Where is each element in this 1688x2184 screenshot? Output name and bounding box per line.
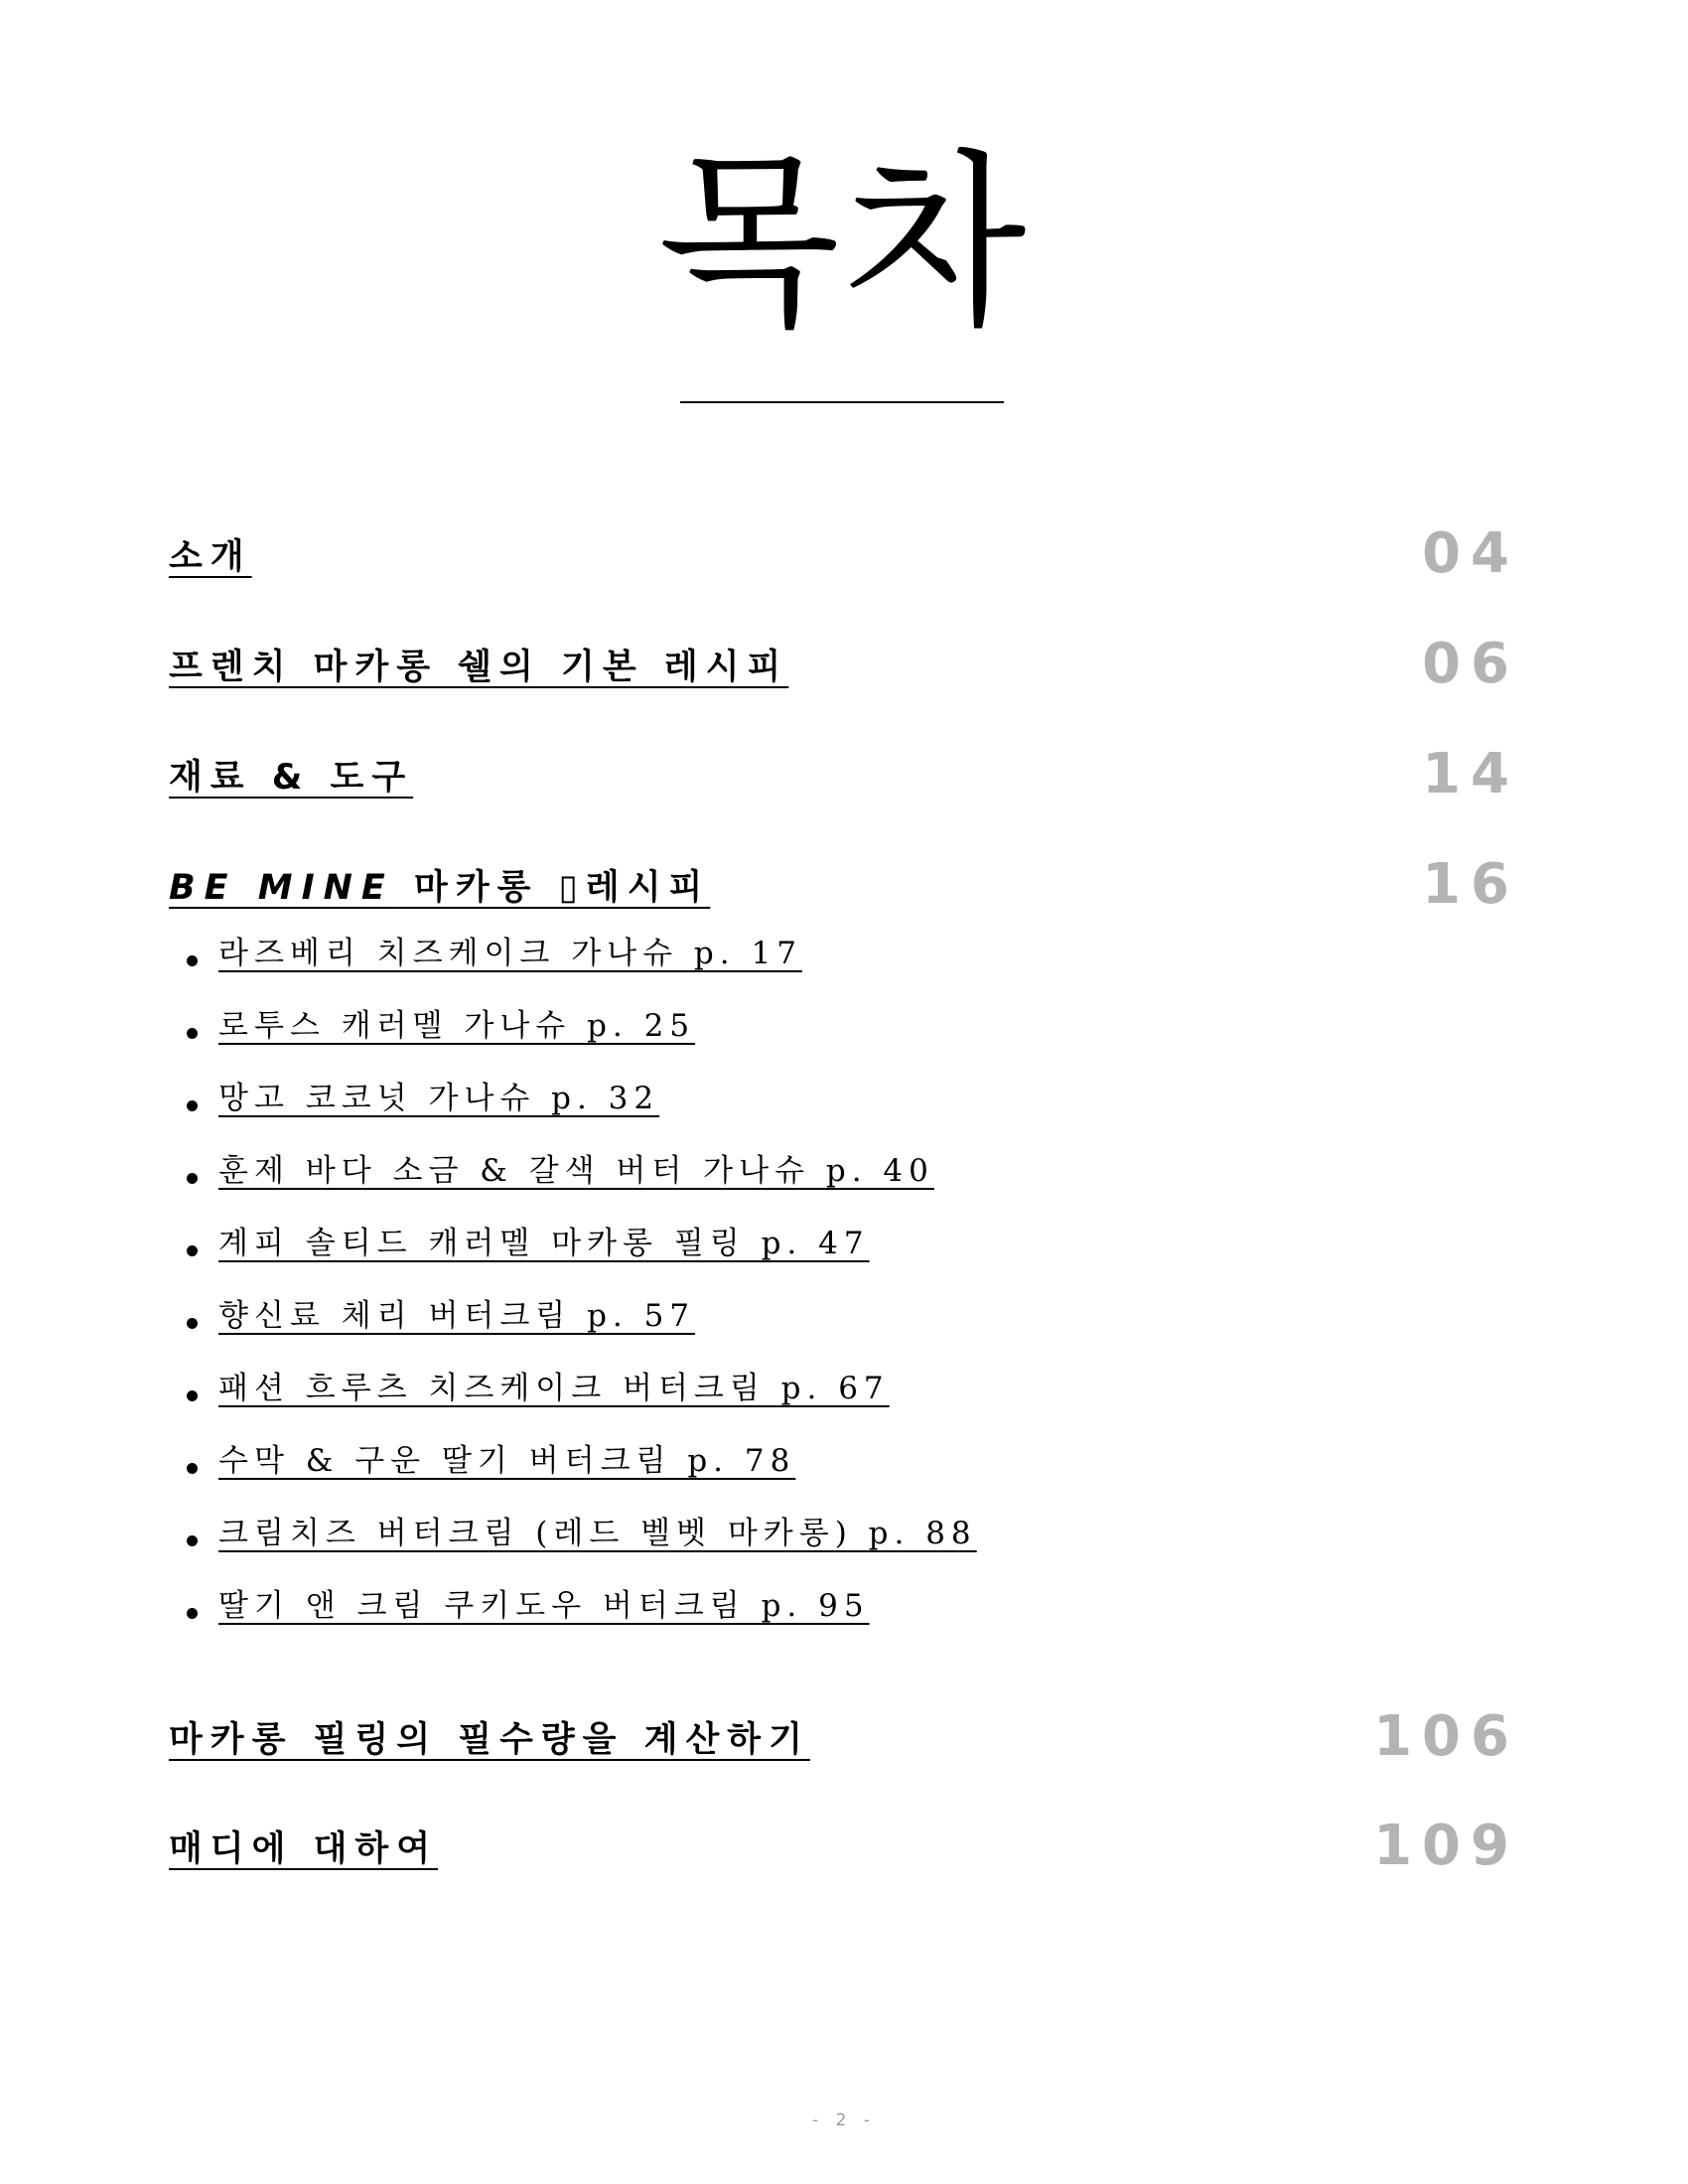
bullet-icon — [187, 1245, 198, 1256]
toc-entry-page: 14 — [1422, 742, 1519, 806]
toc-entry-label[interactable]: 프렌치 마카롱 쉘의 기본 레시피 — [169, 648, 789, 687]
toc-entry-page: 16 — [1422, 852, 1519, 917]
toc-entry-intro[interactable] — [169, 521, 1519, 601]
toc-entry-ingredients-tools[interactable] — [169, 742, 1519, 821]
bullet-icon — [187, 1028, 198, 1039]
bullet-icon — [187, 1173, 198, 1184]
title-divider — [680, 401, 1004, 403]
toc-entry-page: 06 — [1422, 632, 1519, 696]
sub-item-link[interactable]: 패션 흐루츠 치즈케이크 버터크림 p. 67 — [218, 1371, 890, 1406]
list-item[interactable] — [169, 1441, 1360, 1514]
toc-entry-label-rest: 마카롱 ▯레시피 — [393, 868, 711, 908]
sub-item-link[interactable]: 수막 & 구운 딸기 버터크림 p. 78 — [218, 1443, 796, 1479]
bullet-icon — [187, 955, 198, 966]
bullet-icon — [187, 1100, 198, 1111]
toc-entry-basic-recipe[interactable] — [169, 632, 1519, 711]
toc-entry-page: 106 — [1373, 1704, 1519, 1769]
page-number-footer: - 2 - — [812, 2111, 876, 2130]
list-item[interactable] — [169, 1006, 1360, 1079]
toc-entry-label[interactable]: 소개 — [169, 537, 252, 577]
list-item[interactable] — [169, 1514, 1360, 1586]
toc-entry-filling-calculation[interactable] — [169, 1704, 1519, 1784]
list-item[interactable] — [169, 1369, 1360, 1441]
page-title: 목차 — [657, 133, 1031, 353]
sub-item-link[interactable]: 로투스 캐러멜 가나슈 p. 25 — [218, 1008, 696, 1044]
list-item[interactable] — [169, 1079, 1360, 1151]
toc-entry-label[interactable]: 매디에 대하여 — [169, 1829, 439, 1869]
list-item[interactable] — [169, 1296, 1360, 1369]
sub-item-link[interactable]: 딸기 앤 크림 쿠키도우 버터크림 p. 95 — [218, 1588, 870, 1624]
list-item[interactable] — [169, 1586, 1360, 1659]
sub-item-link[interactable]: 향신료 체리 버터크림 p. 57 — [218, 1298, 696, 1334]
sub-item-link[interactable]: 망고 코코넛 가나슈 p. 32 — [218, 1081, 660, 1116]
toc-entry-label[interactable]: 재료 & 도구 — [169, 758, 414, 798]
sub-item-link[interactable]: 계피 솔티드 캐러멜 마카롱 필링 p. 47 — [218, 1226, 870, 1261]
sub-item-link[interactable]: 훈제 바다 소금 & 갈색 버터 가나슈 p. 40 — [218, 1153, 934, 1189]
toc-entry-label-latin: BE MINE — [169, 868, 394, 908]
toc-entry-be-mine-recipes[interactable] — [169, 852, 1519, 932]
bullet-icon — [187, 1318, 198, 1329]
list-item[interactable] — [169, 1224, 1360, 1296]
toc-entry-label[interactable]: 마카롱 필링의 필수량을 계산하기 — [169, 1720, 810, 1760]
sub-item-link[interactable]: 라즈베리 치즈케이크 가나슈 p. 17 — [218, 936, 802, 971]
bullet-icon — [187, 1535, 198, 1546]
toc-entry-page: 04 — [1422, 521, 1519, 586]
list-item[interactable] — [169, 934, 1360, 1006]
bullet-icon — [187, 1390, 198, 1401]
toc-entry-page: 109 — [1373, 1814, 1519, 1878]
recipe-sub-list — [169, 934, 1360, 1659]
bullet-icon — [187, 1463, 198, 1474]
sub-item-link[interactable]: 크림치즈 버터크림 (레드 벨벳 마카롱) p. 88 — [218, 1516, 977, 1551]
list-item[interactable] — [169, 1151, 1360, 1224]
bullet-icon — [187, 1608, 198, 1619]
toc-entry-about-author[interactable] — [169, 1814, 1519, 1893]
toc-entry-label[interactable] — [169, 860, 710, 910]
